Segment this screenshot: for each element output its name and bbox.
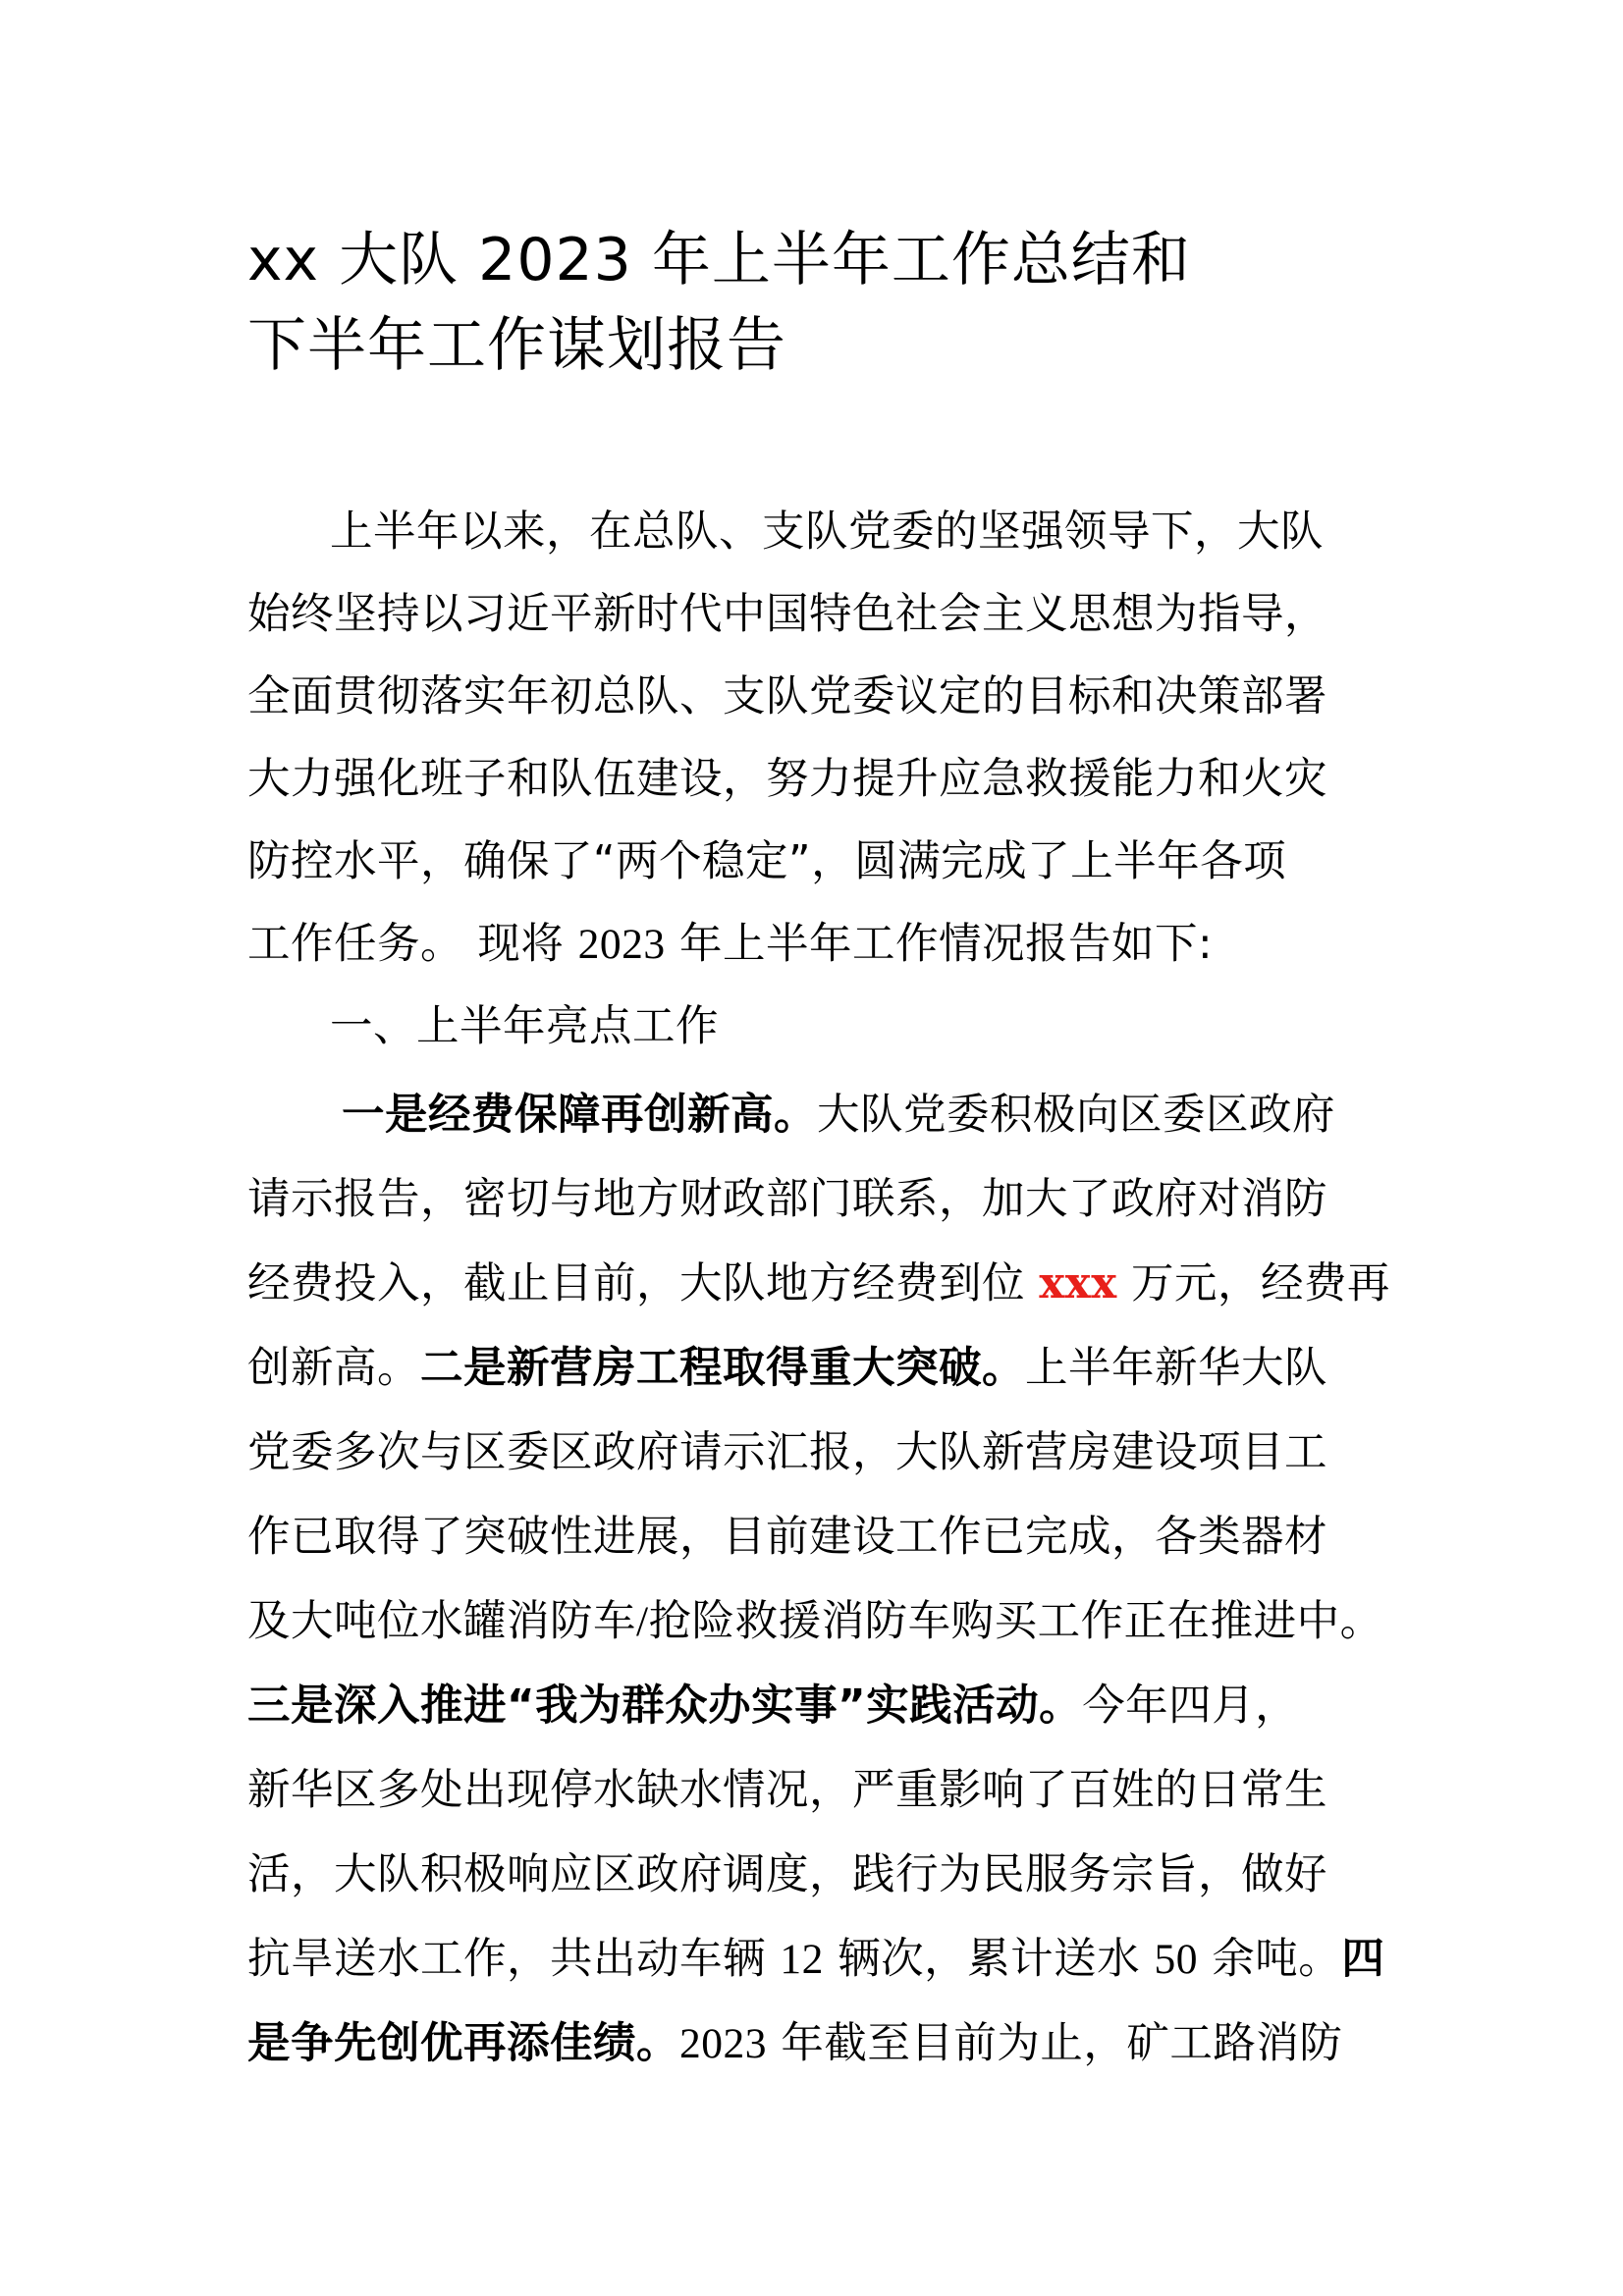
para-line-11	[247, 1930, 1386, 1989]
point-one-heading: 一是经费保障再创新高。	[342, 1091, 817, 1140]
intro-line-4: 大力强化班子和队伍建设，努力提升应急救援能力和火灾	[247, 755, 1327, 804]
intro-line-6-b: 年上半年工作情况报告如下:	[665, 920, 1214, 969]
para-line-11-c: 余吨。	[1197, 1935, 1342, 1984]
para-line-10: 活，大队积极响应区政府调度，践行为民服务宗旨，做好	[247, 1850, 1327, 1899]
intro-year: 2023	[577, 921, 666, 968]
para-line-7-slash: /	[636, 1598, 649, 1645]
intro-line-2: 始终坚持以习近平新时代中国特色社会主义思想为指导，	[247, 590, 1327, 639]
para-line-4-a: 创新高。	[247, 1344, 420, 1393]
para-line-2: 请示报告，密切与地方财政部门联系，加大了政府对消防	[247, 1175, 1327, 1224]
intro-line-6	[247, 915, 1386, 974]
para-line-8	[247, 1677, 1386, 1735]
intro-line-3: 全面贯彻落实年初总队、支队党委议定的目标和决策部署	[247, 672, 1327, 721]
para-line-12	[247, 2014, 1386, 2073]
point-four-heading-end: 是争先创优再添佳绩。	[247, 2019, 679, 2068]
intro-line-6-a: 工作任务。 现将	[247, 920, 578, 969]
para-line-7-b: 抢险救援消防车购买工作正在推进中。	[648, 1597, 1383, 1646]
para-line-6: 作已取得了突破性进展，目前建设工作已完成，各类器材	[247, 1513, 1327, 1562]
water-tons: 50	[1154, 1936, 1198, 1983]
intro-line-1: 上半年以来，在总队、支队党委的坚强领导下，大队	[330, 507, 1324, 557]
para-line-4	[247, 1339, 1386, 1398]
document-title	[247, 218, 1426, 389]
para-line-12-b: 年截至目前为止，矿工路消防	[767, 2019, 1343, 2068]
para-line-11-b: 辆次，累计送水	[823, 1935, 1155, 1984]
section-heading: 一、上半年亮点工作	[330, 1002, 719, 1051]
para-line-12-year: 2023	[679, 2020, 767, 2067]
funding-amount-placeholder: xxx	[1039, 1258, 1117, 1308]
para-line-5: 党委多次与区委区政府请示汇报，大队新营房建设项目工	[247, 1428, 1327, 1477]
intro-line-5: 防控水平，确保了“两个稳定”，圆满完成了上半年各项	[247, 837, 1287, 886]
title-line-1: xx 大队 2023 年上半年工作总结和	[247, 226, 1191, 294]
para-line-3-b: 万元，经费再	[1116, 1259, 1390, 1308]
para-line-3-a: 经费投入，截止目前，大队地方经费到位	[247, 1259, 1040, 1308]
para-line-7	[247, 1592, 1386, 1651]
vehicle-count: 12	[780, 1936, 824, 1983]
para-line-7-a: 及大吨位水罐消防车	[247, 1597, 636, 1646]
para-line-8-b: 今年四月，	[1082, 1682, 1299, 1731]
para-line-11-a: 抗旱送水工作，共出动车辆	[247, 1935, 781, 1984]
para-line-1	[342, 1086, 1481, 1145]
title-line-2: 下半年工作谋划报告	[247, 311, 786, 380]
para-line-9: 新华区多处出现停水缺水情况，严重影响了百姓的日常生	[247, 1766, 1327, 1815]
point-four-heading-start: 四	[1341, 1935, 1385, 1984]
para-line-3	[247, 1255, 1390, 1313]
point-two-heading: 二是新营房工程取得重大突破。	[420, 1344, 1025, 1393]
para-line-4-b: 上半年新华大队	[1025, 1344, 1327, 1393]
para-line-1-rest: 大队党委积极向区委区政府	[817, 1091, 1335, 1140]
point-three-heading: 三是深入推进“我为群众办实事”实践活动。	[247, 1682, 1083, 1731]
